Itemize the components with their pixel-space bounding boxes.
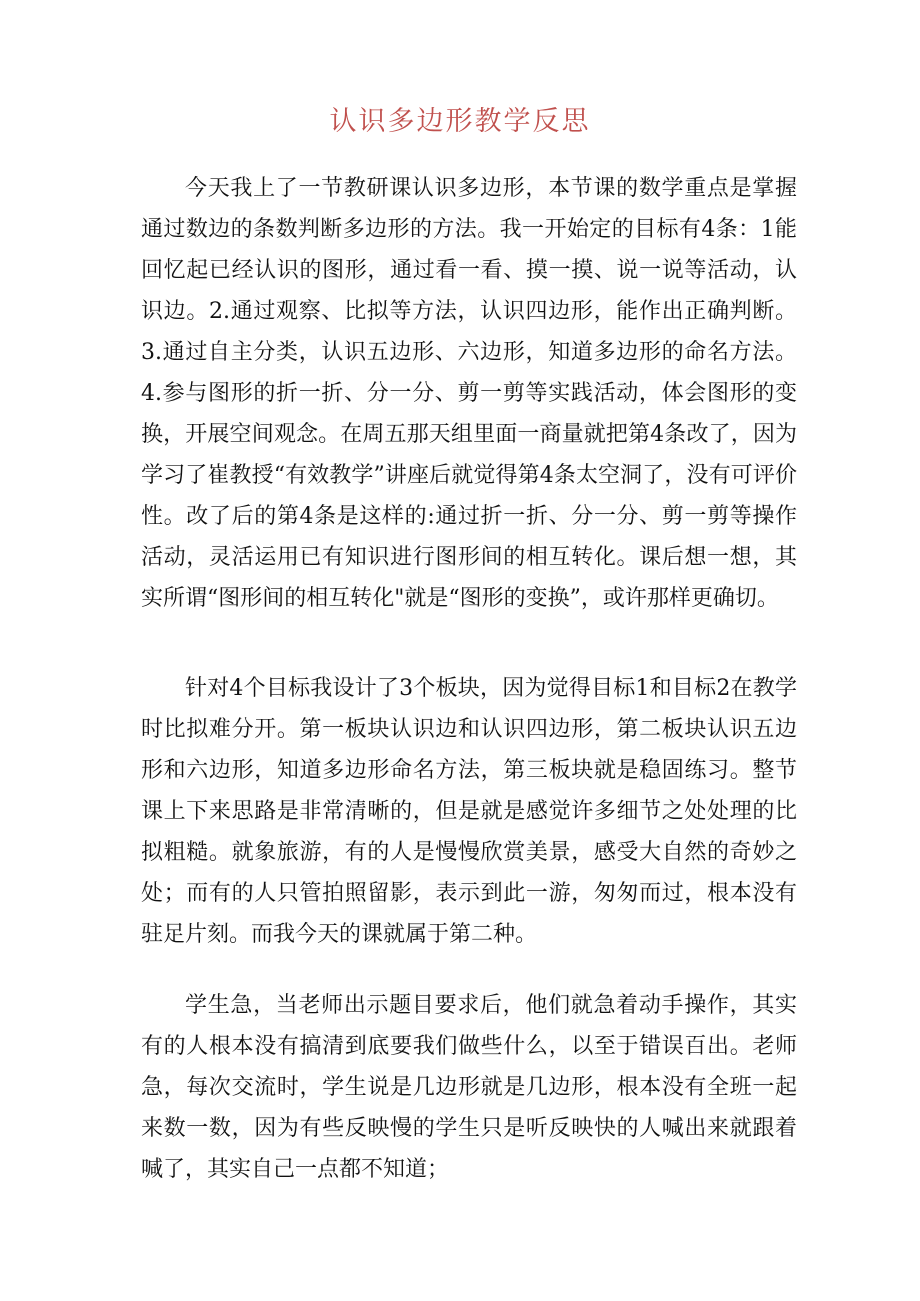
paragraph-text: 今天我上了一节教研课认识多边形，本节课的数学重点是掌握通过数边的条数判断多边形的方法。我一开始定的目标有4条：1能回忆起已经认识的图形，通过看一看、摸一摸、说一说等活动，认识边。2.通过观察、比拟等方法，认识四边形，能作出正确判断。3.通过自主分类，认识五边形、六边形，知道多边形的命名方法。4.参与图形的折一折、分一分、剪一剪等实践活动，体会图形的变换，开展空间观念。在周五那天组里面一商量就把第4条改了，因为学习了崔教授“有效教学”讲座后就觉得第4条太空洞了，没有可评价性。改了后的第4条是这样的:通过折一折、分一分、剪一剪等操作活动，灵活运用已有知识进行图形间的相互转化。课后想一想，其实所谓“图形间的相互转化"就是“图形的变换”，或许那样更确切。 bbox=[141, 176, 797, 611]
document-title: 认识多边形教学反思 bbox=[329, 106, 591, 137]
paragraph-text: 学生急，当老师出示题目要求后，他们就急着动手操作，其实有的人根本没有搞清到底要我们做些什么，以至于错误百出。老师急，每次交流时，学生说是几边形就是几边形，根本没有全班一起来数一数，因为有些反映慢的学生只是听反映快的人喊出来就跟着喊了，其实自己一点都不知道； bbox=[141, 993, 797, 1182]
paragraph-1 bbox=[141, 168, 797, 619]
paragraph-2 bbox=[141, 668, 797, 955]
paragraph-3 bbox=[141, 985, 797, 1190]
paragraph-text: 针对4个目标我设计了3个板块，因为觉得目标1和目标2在教学时比拟难分开。第一板块认识边和认识四边形，第二板块认识五边形和六边形，知道多边形命名方法，第三板块就是稳固练习。整节课上下来思路是非常清晰的，但是就是感觉许多细节之处处理的比拟粗糙。就象旅游，有的人是慢慢欣赏美景，感受大自然的奇妙之处；而有的人只管拍照留影，表示到此一游，匆匆而过，根本没有驻足片刻。而我今天的课就属于第二种。 bbox=[141, 676, 797, 947]
